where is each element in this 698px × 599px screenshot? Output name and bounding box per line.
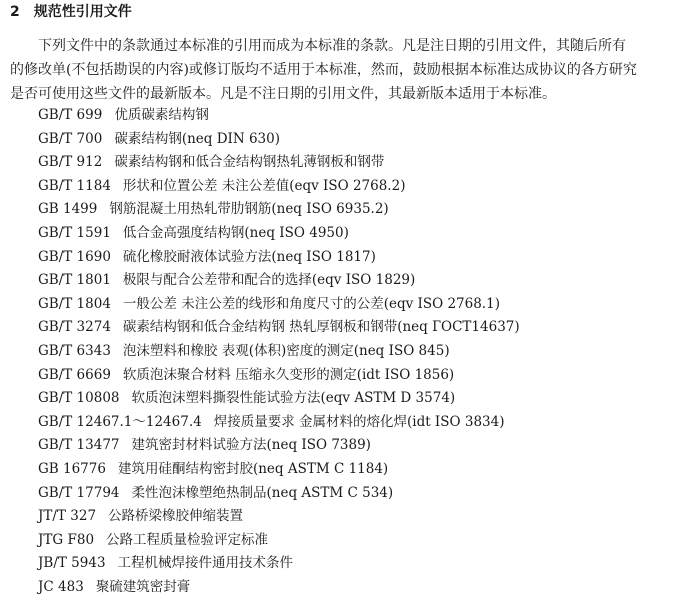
reference-code: GB/T 1690 bbox=[38, 248, 111, 265]
reference-code: GB/T 17794 bbox=[38, 484, 120, 501]
reference-item bbox=[38, 175, 520, 199]
reference-title: 软质泡沫聚合材料 压缩永久变形的测定(idt ISO 1856) bbox=[122, 366, 455, 383]
intro-line: 是否可使用这些文件的最新版本。凡是不注日期的引用文件，其最新版本适用于本标准。 bbox=[10, 86, 556, 102]
reference-code: GB/T 6343 bbox=[38, 342, 111, 359]
reference-item bbox=[38, 222, 520, 246]
reference-title: 碳素结构钢和低合金结构钢热轧薄钢板和钢带 bbox=[114, 154, 385, 171]
reference-title: 工程机械焊接件通用技术条件 bbox=[117, 555, 294, 572]
reference-item bbox=[38, 434, 520, 458]
reference-item bbox=[38, 482, 520, 506]
reference-title: 建筑密封材料试验方法(neq ISO 7389) bbox=[131, 437, 371, 454]
reference-item bbox=[38, 269, 520, 293]
reference-item bbox=[38, 411, 520, 435]
reference-code: GB/T 12467.1～12467.4 bbox=[38, 413, 202, 430]
reference-code: GB/T 912 bbox=[38, 154, 103, 171]
reference-code: GB/T 3274 bbox=[38, 319, 111, 336]
reference-title: 形状和位置公差 未注公差值(eqv ISO 2768.2) bbox=[122, 177, 406, 194]
reference-code: JB/T 5943 bbox=[38, 555, 106, 572]
reference-item bbox=[38, 458, 520, 482]
reference-code: GB/T 1591 bbox=[38, 224, 111, 241]
intro-paragraph bbox=[10, 34, 690, 106]
reference-code: JTG F80 bbox=[38, 531, 95, 548]
reference-code: GB/T 10808 bbox=[38, 390, 120, 407]
reference-title: 软质泡沫塑料撕裂性能试验方法(eqv ASTM D 3574) bbox=[131, 390, 456, 407]
section-title: 规范性引用文件 bbox=[33, 4, 132, 20]
intro-line: 下列文件中的条款通过本标准的引用而成为本标准的条款。凡是注日期的引用文件，其随后所有 bbox=[38, 38, 626, 54]
reference-title: 公路桥梁橡胶伸缩装置 bbox=[108, 508, 244, 525]
section-number: 2 bbox=[10, 4, 20, 20]
reference-item bbox=[38, 198, 520, 222]
reference-title: 碳素结构钢和低合金结构钢 热轧厚钢板和钢带(neq ГОСТ14637) bbox=[122, 319, 520, 336]
intro-line: 的修改单(不包括勘误的内容)或修订版均不适用于本标准，然而，鼓励根据本标准达成协议的各方研究 bbox=[10, 62, 637, 78]
reference-code: GB/T 699 bbox=[38, 107, 103, 123]
reference-item bbox=[38, 340, 520, 364]
reference-title: 聚硫建筑密封膏 bbox=[95, 578, 191, 595]
reference-item bbox=[38, 364, 520, 388]
reference-item bbox=[38, 128, 520, 152]
reference-title: 公路工程质量检验评定标准 bbox=[106, 531, 269, 548]
reference-title: 极限与配合公差带和配合的选择(eqv ISO 1829) bbox=[122, 272, 416, 289]
reference-item bbox=[38, 552, 520, 576]
reference-code: GB/T 13477 bbox=[38, 437, 120, 454]
reference-code: GB 1499 bbox=[38, 201, 98, 218]
reference-title: 柔性泡沫橡塑绝热制品(neq ASTM C 534) bbox=[131, 484, 394, 501]
reference-title: 泡沫塑料和橡胶 表观(体积)密度的测定(neq ISO 845) bbox=[122, 342, 450, 359]
reference-code: GB/T 1804 bbox=[38, 295, 111, 312]
reference-code: GB 16776 bbox=[38, 460, 106, 477]
reference-title: 硫化橡胶耐液体试验方法(neq ISO 1817) bbox=[122, 248, 376, 265]
reference-title: 建筑用硅酮结构密封胶(neq ASTM C 1184) bbox=[117, 460, 389, 477]
reference-code: GB/T 700 bbox=[38, 130, 103, 147]
reference-item bbox=[38, 246, 520, 270]
reference-title: 低合金高强度结构钢(neq ISO 4950) bbox=[122, 224, 349, 241]
reference-title: 钢筋混凝土用热轧带肋钢筋(neq ISO 6935.2) bbox=[109, 201, 389, 218]
reference-code: GB/T 1801 bbox=[38, 272, 111, 289]
reference-title: 碳素结构钢(neq DIN 630) bbox=[114, 130, 281, 147]
reference-item bbox=[38, 505, 520, 529]
reference-item bbox=[38, 316, 520, 340]
reference-item bbox=[38, 151, 520, 175]
section-heading bbox=[10, 2, 132, 22]
reference-title: 优质碳素结构钢 bbox=[114, 107, 209, 123]
reference-title: 一般公差 未注公差的线形和角度尺寸的公差(eqv ISO 2768.1) bbox=[122, 295, 500, 312]
reference-code: GB/T 6669 bbox=[38, 366, 111, 383]
reference-item bbox=[38, 293, 520, 317]
reference-item bbox=[38, 387, 520, 411]
reference-list bbox=[38, 104, 520, 599]
reference-code: JC 483 bbox=[38, 578, 84, 595]
reference-code: GB/T 1184 bbox=[38, 177, 111, 194]
reference-item bbox=[38, 104, 520, 128]
reference-code: JT/T 327 bbox=[38, 508, 97, 525]
reference-item bbox=[38, 529, 520, 553]
reference-title: 焊接质量要求 金属材料的熔化焊(idt ISO 3834) bbox=[213, 413, 505, 430]
reference-item bbox=[38, 576, 520, 599]
